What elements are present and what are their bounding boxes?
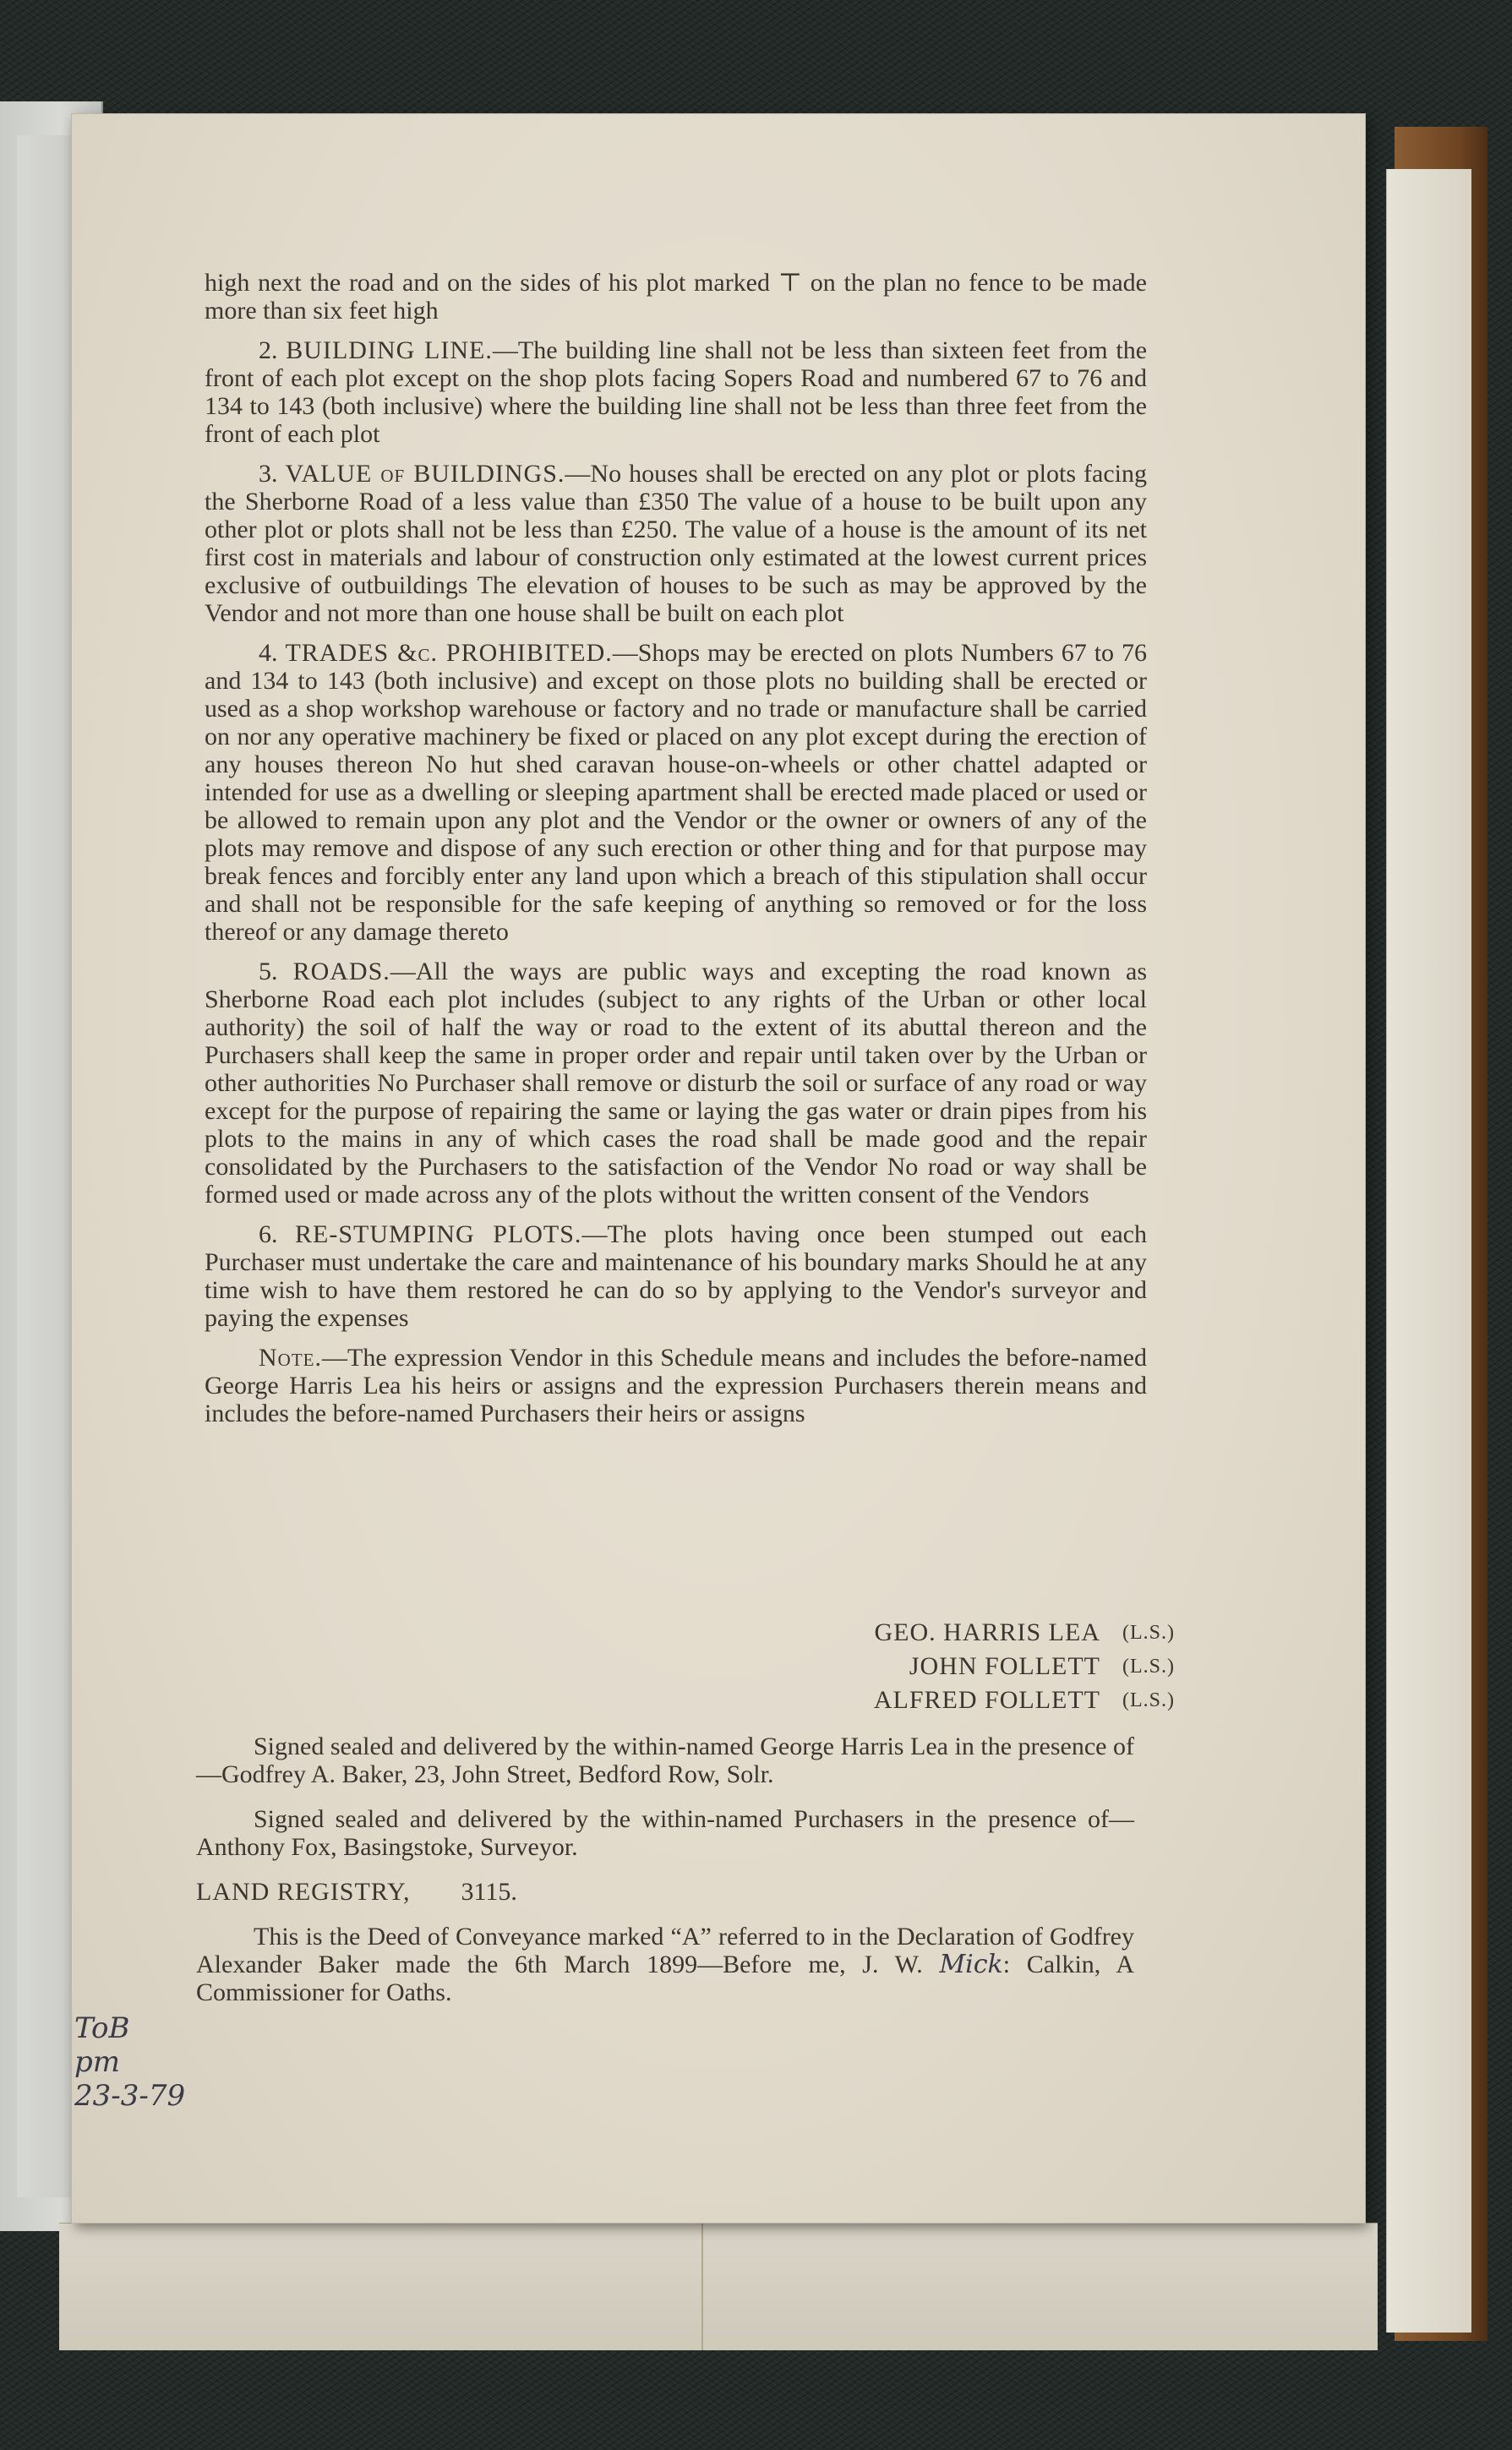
signatory-name: ALFRED FOLLETT: [873, 1686, 1100, 1714]
attestation-purchasers: Signed sealed and delivered by the within-named Purchasers in the presence of—Anthony Fox, Basingstoke, Surveyor.: [196, 1805, 1134, 1861]
seal-mark: (L.S.): [1122, 1656, 1175, 1678]
seal-mark: (L.S.): [1122, 1622, 1175, 1644]
underlying-leaf-bottom: [59, 2223, 1378, 2350]
note-heading: Note.: [259, 1344, 322, 1372]
paragraph-body: —Shops may be erected on plots Numbers 67 to 76 and 134 to 143 (both inclusive) and except on those plots no building shall be erected or used as a shop workshop warehouse or factory and no trade or manufacture shall be carried on nor any operative machinery be fixed or placed on any plot except during the erection of any houses thereon No hut shed caravan house-on-wheels or other chattel adapted or intended for use as a dwelling or sleeping apartment shall be erected made placed or used or be allowed to remain upon any plot and the Vendor or the owner or owners of any of the plots may remove and dispose of any such erection or other thing and for that purpose may break fences and forcibly enter any land upon which a breach of this stipulation shall occur and shall not be responsible for the safe keeping of anything so removed or for the loss thereof or any damage thereto: [205, 639, 1147, 946]
paragraph-heading: TRADES &c. PROHIBITED.: [285, 639, 613, 667]
paragraph-number: 4.: [259, 639, 278, 667]
paragraph-value-of-buildings: [205, 460, 1147, 627]
paragraph-body: —The building line shall not be less than sixteen feet from the front of each plot except on the shop plots facing Sopers Road and numbered 67 to 76 and 134 to 143 (both inclusive) where the building line shall not be less than three feet from the front of each plot: [205, 336, 1148, 448]
signatory-name: JOHN FOLLETT: [909, 1652, 1100, 1680]
paragraph-number: 5.: [259, 958, 278, 985]
corner-handwriting: [74, 2011, 185, 2113]
handwritten-name: Mick: [939, 1950, 1003, 1979]
paragraph-heading: BUILDING LINE.: [286, 336, 493, 364]
attestation-block: [196, 1732, 1134, 2023]
declaration-paragraph: [196, 1923, 1134, 2006]
paragraph-heading: ROADS.: [292, 958, 390, 985]
signatory-name: GEO. HARRIS LEA: [874, 1618, 1100, 1646]
paragraph-re-stumping: [205, 1220, 1147, 1332]
seal-mark: (L.S.): [1122, 1689, 1175, 1711]
declaration-text-end: : Calkin, A Commissioner for Oaths.: [196, 1951, 1135, 2006]
paragraph-note: [205, 1344, 1147, 1427]
paragraph-body: —The expression Vendor in this Schedule means and includes the before-named George Harris Lea his heirs or assigns and the expression Purchasers therein means and includes the before-named Purchasers their heirs or assigns: [205, 1344, 1147, 1427]
land-registry-number: 3115.: [461, 1878, 517, 1906]
paragraph-heading: VALUE of BUILDINGS.: [285, 460, 565, 488]
declaration-text: This is the Deed of Conveyance marked “A” referred to in the Declaration of Godfrey Alexander Baker made the 6th March 1899—Before me, J. W.: [196, 1923, 1134, 1978]
fold-crease: [701, 2224, 703, 2350]
land-registry-label: LAND REGISTRY,: [196, 1878, 411, 1906]
attestation-vendor: Signed sealed and delivered by the within-named George Harris Lea in the presence of—Godfrey A. Baker, 23, John Street, Bedford Row, Solr.: [196, 1732, 1134, 1788]
paragraph-trades-prohibited: [205, 639, 1147, 946]
paragraph-number: 6.: [259, 1220, 278, 1248]
signature-row: [668, 1683, 1175, 1717]
paragraph-heading: RE-STUMPING PLOTS.: [295, 1220, 582, 1248]
signature-row: [668, 1650, 1175, 1683]
paragraph-number: 2.: [259, 336, 278, 364]
paragraph-body: —All the ways are public ways and excepting the road known as Sherborne Road each plot includes (subject to any rights of the Urban or other local authority) the soil of half the way or road to the extent of its abuttal thereon and the Purchasers shall keep the same in proper order and repair until taken over by the Urban or other authorities No Purchaser shall remove or disturb the soil or surface of any road or way except for the purpose of repairing the same or laying the gas water or drain pipes from his plots to the mains in any of which cases the road shall be made good and the repair consolidated by the Purchasers to the satisfaction of the Vendor No road or way shall be formed used or made across any of the plots without the written consent of the Vendors: [205, 958, 1147, 1209]
paragraph-body: —No houses shall be erected on any plot or plots facing the Sherborne Road of a less value than £350 The value of a house to be built upon any other plot or plots shall not be less than £250. The value of a house is the amount of its net first cost in materials and labour of construction only estimated at the lowest current prices exclusive of outbuildings The elevation of houses to be such as may be approved by the Vendor and not more than one house shall be built on each plot: [205, 460, 1147, 627]
signature-row: [668, 1616, 1175, 1650]
paragraph-building-line: [205, 336, 1147, 448]
handwriting-line: ToB: [74, 2011, 130, 2045]
signature-block: [668, 1616, 1175, 1717]
handwriting-line: pm: [74, 2045, 121, 2079]
paragraph-body: —The plots having once been stumped out each Purchaser must undertake the care and maintenance of his boundary marks Should he at any time wish to have them restored he can do so by applying to the Vendor's surveyor and paying the expenses: [205, 1220, 1147, 1332]
underlying-leaf-right: [1386, 169, 1471, 2333]
underlying-leaf-left-inner: [17, 135, 77, 2197]
paragraph-roads: [205, 958, 1147, 1209]
schedule-text: [205, 269, 1147, 1439]
land-registry-line: [196, 1878, 1134, 1906]
paragraph-continuation: high next the road and on the sides of his plot marked ⊤ on the plan no fence to be made more than six feet high: [205, 269, 1147, 325]
paragraph-number: 3.: [259, 460, 278, 488]
handwriting-line: 23-3-79: [74, 2079, 186, 2113]
